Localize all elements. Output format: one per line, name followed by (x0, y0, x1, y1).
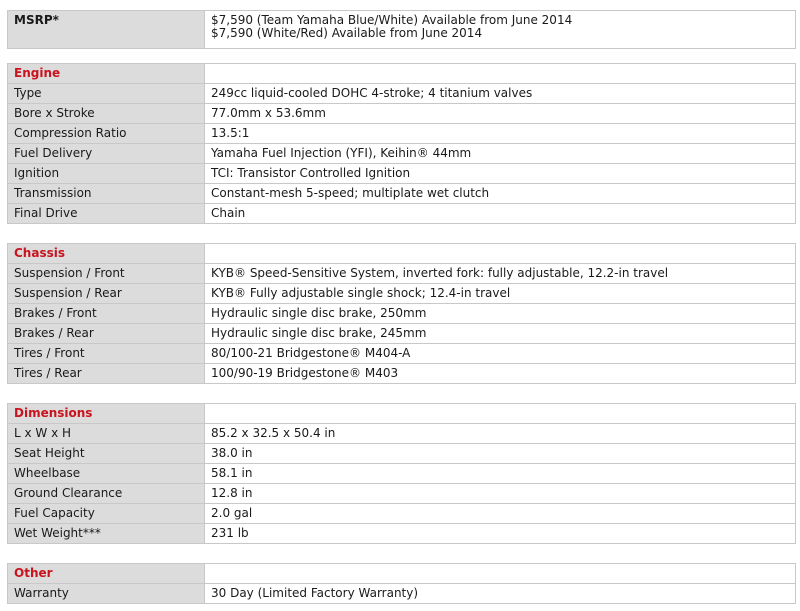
spec-label: Wet Weight*** (8, 524, 205, 544)
spec-value: 2.0 gal (205, 504, 796, 524)
spec-value: 249cc liquid-cooled DOHC 4-stroke; 4 titanium valves (205, 84, 796, 104)
section-header-row (8, 244, 796, 264)
spec-label: Brakes / Rear (8, 324, 205, 344)
spec-row (8, 584, 796, 604)
spec-row (8, 304, 796, 324)
spec-row (8, 364, 796, 384)
spec-value: KYB® Speed-Sensitive System, inverted fork: fully adjustable, 12.2-in travel (205, 264, 796, 284)
spec-row (8, 124, 796, 144)
msrp-value (205, 11, 796, 49)
spec-row (8, 204, 796, 224)
spec-row (8, 104, 796, 124)
section-title: Dimensions (8, 404, 205, 424)
spec-value: 13.5:1 (205, 124, 796, 144)
section-title: Chassis (8, 244, 205, 264)
spec-row (8, 344, 796, 364)
section-header-blank (205, 564, 796, 584)
spec-row (8, 184, 796, 204)
spec-value: 38.0 in (205, 444, 796, 464)
other-table (7, 563, 796, 604)
spec-label: Suspension / Front (8, 264, 205, 284)
section-header-row (8, 404, 796, 424)
spec-value: 77.0mm x 53.6mm (205, 104, 796, 124)
spec-value: TCI: Transistor Controlled Ignition (205, 164, 796, 184)
spec-value: 100/90-19 Bridgestone® M403 (205, 364, 796, 384)
spec-row (8, 284, 796, 304)
spec-label: Fuel Delivery (8, 144, 205, 164)
chassis-table (7, 243, 796, 384)
spec-label: Tires / Rear (8, 364, 205, 384)
spec-row (8, 524, 796, 544)
spec-label: Final Drive (8, 204, 205, 224)
engine-table (7, 63, 796, 224)
msrp-line: $7,590 (White/Red) Available from June 2014 (211, 26, 483, 40)
spec-label: Ignition (8, 164, 205, 184)
spec-row (8, 264, 796, 284)
spec-value: 12.8 in (205, 484, 796, 504)
spec-label: Fuel Capacity (8, 504, 205, 524)
spec-value: Hydraulic single disc brake, 245mm (205, 324, 796, 344)
section-header-row (8, 564, 796, 584)
section-header-blank (205, 404, 796, 424)
spec-row (8, 84, 796, 104)
spec-label: Wheelbase (8, 464, 205, 484)
spec-label: Seat Height (8, 444, 205, 464)
spec-value: KYB® Fully adjustable single shock; 12.4-in travel (205, 284, 796, 304)
spec-row (8, 324, 796, 344)
spec-row (8, 444, 796, 464)
spec-label: L x W x H (8, 424, 205, 444)
spec-value: 58.1 in (205, 464, 796, 484)
msrp-line: $7,590 (Team Yamaha Blue/White) Available from June 2014 (211, 13, 573, 27)
spec-label: Bore x Stroke (8, 104, 205, 124)
msrp-label: MSRP* (8, 11, 205, 49)
spec-label: Tires / Front (8, 344, 205, 364)
spec-value: 80/100-21 Bridgestone® M404-A (205, 344, 796, 364)
spec-value: Constant-mesh 5-speed; multiplate wet clutch (205, 184, 796, 204)
dimensions-table (7, 403, 796, 544)
spec-row (8, 164, 796, 184)
spec-row (8, 464, 796, 484)
spec-row (8, 144, 796, 164)
section-title: Engine (8, 64, 205, 84)
spec-value: 85.2 x 32.5 x 50.4 in (205, 424, 796, 444)
spec-label: Type (8, 84, 205, 104)
spec-row (8, 504, 796, 524)
msrp-table (7, 10, 796, 49)
spec-value: 30 Day (Limited Factory Warranty) (205, 584, 796, 604)
section-header-blank (205, 244, 796, 264)
spec-row (8, 424, 796, 444)
spec-label: Compression Ratio (8, 124, 205, 144)
section-title: Other (8, 564, 205, 584)
spec-value: Yamaha Fuel Injection (YFI), Keihin® 44mm (205, 144, 796, 164)
msrp-row (8, 11, 796, 49)
spec-value: 231 lb (205, 524, 796, 544)
spec-label: Ground Clearance (8, 484, 205, 504)
spec-label: Suspension / Rear (8, 284, 205, 304)
spec-row (8, 484, 796, 504)
spec-value: Chain (205, 204, 796, 224)
spec-label: Transmission (8, 184, 205, 204)
section-header-blank (205, 64, 796, 84)
spec-label: Brakes / Front (8, 304, 205, 324)
spec-label: Warranty (8, 584, 205, 604)
spec-value: Hydraulic single disc brake, 250mm (205, 304, 796, 324)
section-header-row (8, 64, 796, 84)
